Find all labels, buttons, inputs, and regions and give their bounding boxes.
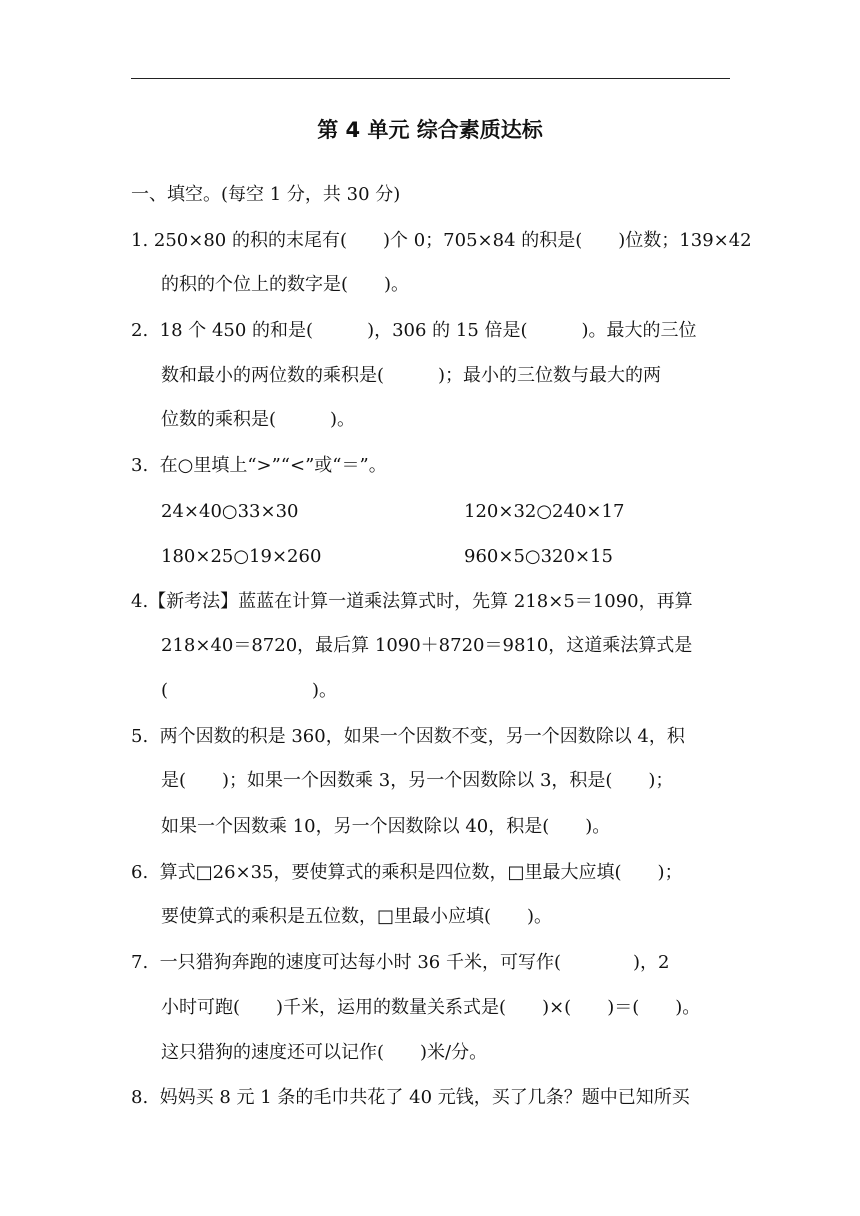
question-5-line-1: 5. 两个因数的积是 360，如果一个因数不变，另一个因数除以 4，积 <box>131 726 685 747</box>
question-6-line-2: 要使算式的乘积是五位数，□里最小应填( )。 <box>161 906 553 927</box>
section-heading: 一、填空。(每空 1 分，共 30 分) <box>131 184 401 205</box>
question-2-line-2: 数和最小的两位数的乘积是( )；最小的三位数与最大的两 <box>161 365 662 386</box>
question-2-line-3: 位数的乘积是( )。 <box>161 409 356 430</box>
question-5-line-2: 是( )；如果一个因数乘 3，另一个因数除以 3，积是( )； <box>161 770 674 791</box>
question-4-line-1: 4.【新考法】蓝蓝在计算一道乘法算式时，先算 218×5＝1090，再算 <box>131 591 693 612</box>
question-5-line-3: 如果一个因数乘 10，另一个因数除以 40，积是( )。 <box>161 816 611 837</box>
comparison-item: 960×5○320×15 <box>464 546 613 567</box>
comparison-item: 24×40○33×30 <box>161 501 299 522</box>
header-rule <box>131 78 730 79</box>
question-6-line-1: 6. 算式□26×35，要使算式的乘积是四位数，□里最大应填( )； <box>131 862 683 883</box>
question-4-line-3: ( )。 <box>161 680 338 701</box>
question-7-line-1: 7. 一只猎狗奔跑的速度可达每小时 36 千米，可写作( )，2 <box>131 952 670 973</box>
comparison-item: 180×25○19×260 <box>161 546 322 567</box>
question-3-line-1: 3. 在○里填上“>”“<”或“＝”。 <box>131 455 387 476</box>
question-7-line-2: 小时可跑( )千米，运用的数量关系式是( )×( )＝( )。 <box>161 997 701 1018</box>
question-1-line-2: 的积的个位上的数字是( )。 <box>161 274 410 295</box>
comparison-item: 120×32○240×17 <box>464 501 625 522</box>
question-7-line-3: 这只猎狗的速度还可以记作( )米/分。 <box>161 1042 488 1063</box>
page-title: 第 4 单元 综合素质达标 <box>317 118 543 142</box>
question-1-line-1: 1. 250×80 的积的末尾有( )个 0；705×84 的积是( )位数；139×42 <box>131 230 752 251</box>
question-2-line-1: 2. 18 个 450 的和是( )，306 的 15 倍是( )。最大的三位 <box>131 320 697 341</box>
question-8-line-1: 8. 妈妈买 8 元 1 条的毛巾共花了 40 元钱，买了几条？题中已知所买 <box>131 1087 690 1108</box>
question-4-line-2: 218×40＝8720，最后算 1090＋8720＝9810，这道乘法算式是 <box>161 635 693 656</box>
